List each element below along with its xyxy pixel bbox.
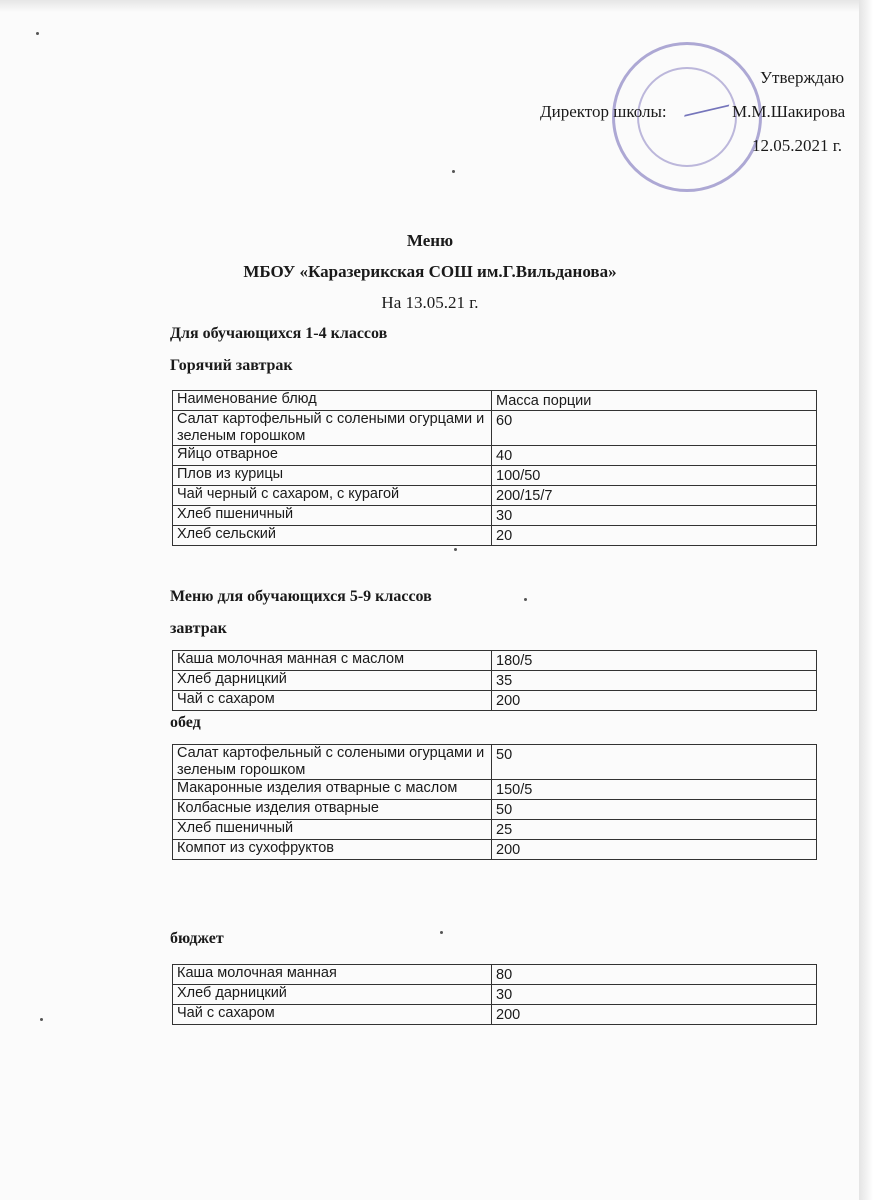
dish-mass: 200/15/7 [492,486,817,506]
dish-name: Каша молочная манная [173,965,492,985]
table-row [173,745,817,780]
section-label-grades-1-4: Для обучающихся 1-4 классов [170,325,388,342]
table-header-row [173,391,817,411]
dish-mass: 30 [492,506,817,526]
dish-name: Хлеб сельский [173,526,492,546]
scan-speck [440,931,443,934]
table-grades-1-4 [172,390,817,546]
director-position: Директор школы: [540,102,667,121]
table-row [173,985,817,1005]
dish-mass: 100/50 [492,466,817,486]
table-grades-5-9-breakfast [172,650,817,711]
column-header-name: Наименование блюд [173,391,492,411]
dish-name: Чай с сахаром [173,691,492,711]
dish-name: Салат картофельный с солеными огурцами и зеленым горошком [173,745,492,780]
table-row [173,1005,817,1025]
dish-name: Каша молочная манная с маслом [173,651,492,671]
table-row [173,671,817,691]
column-header-mass: Масса порции [492,391,817,411]
scan-speck [36,32,39,35]
scan-speck [452,170,455,173]
approve-word: Утверждаю [760,68,845,87]
scan-speck [524,598,527,601]
dish-name: Макаронные изделия отварные с маслом [173,780,492,800]
dish-name: Хлеб дарницкий [173,985,492,1005]
dish-mass: 30 [492,985,817,1005]
dish-name: Колбасные изделия отварные [173,800,492,820]
table-row [173,506,817,526]
approval-date: 12.05.2021 г. [752,136,843,155]
table-grades-5-9-lunch [172,744,817,860]
menu-date: На 13.05.21 г. [381,293,479,312]
table-row [173,526,817,546]
table-row [173,800,817,820]
scan-edge-right [859,0,873,1200]
dish-name: Компот из сухофруктов [173,840,492,860]
dish-mass: 40 [492,446,817,466]
table-row [173,411,817,446]
dish-name: Плов из курицы [173,466,492,486]
dish-mass: 25 [492,820,817,840]
dish-mass: 50 [492,745,817,780]
director-name: М.М.Шакирова [732,102,846,121]
dish-mass: 200 [492,1005,817,1025]
table-row [173,965,817,985]
dish-mass: 50 [492,800,817,820]
dish-mass: 200 [492,691,817,711]
dish-mass: 180/5 [492,651,817,671]
section-label-grades-5-9: Меню для обучающихся 5-9 классов [170,588,432,605]
table-row [173,780,817,800]
table-row [173,486,817,506]
dish-mass: 35 [492,671,817,691]
table-row [173,446,817,466]
dish-name: Салат картофельный с солеными огурцами и зеленым горошком [173,411,492,446]
dish-mass: 80 [492,965,817,985]
table-row [173,691,817,711]
school-name: МБОУ «Каразерикская СОШ им.Г.Вильданова» [243,262,617,281]
table-row [173,840,817,860]
meal-label-lunch: обед [170,714,201,731]
dish-name: Чай черный с сахаром, с курагой [173,486,492,506]
section-label-budget: бюджет [170,930,224,947]
table-row [173,651,817,671]
scan-speck [454,548,457,551]
dish-name: Чай с сахаром [173,1005,492,1025]
dish-name: Хлеб пшеничный [173,820,492,840]
dish-name: Яйцо отварное [173,446,492,466]
meal-label-breakfast: завтрак [170,620,227,637]
meal-label-hot-breakfast: Горячий завтрак [170,357,293,374]
page-title: Меню [406,231,454,250]
dish-mass: 150/5 [492,780,817,800]
table-budget [172,964,817,1025]
table-row [173,466,817,486]
dish-mass: 60 [492,411,817,446]
scan-speck [40,1018,43,1021]
dish-name: Хлеб пшеничный [173,506,492,526]
dish-name: Хлеб дарницкий [173,671,492,691]
table-row [173,820,817,840]
dish-mass: 20 [492,526,817,546]
scan-edge-top [0,0,860,12]
dish-mass: 200 [492,840,817,860]
